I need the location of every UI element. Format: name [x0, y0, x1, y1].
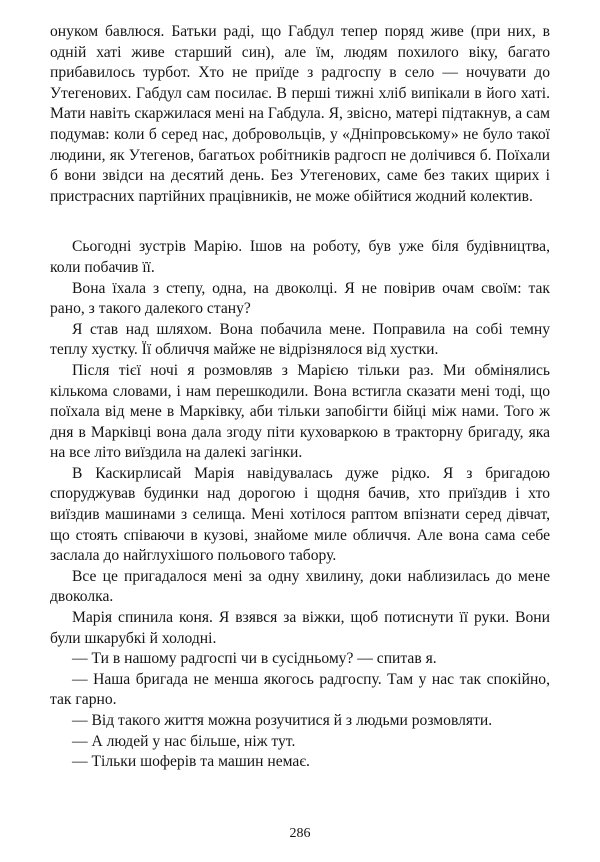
paragraph: Після тієї ночі я розмовляв з Марією тільки раз. Ми обмінялись кількома словами, і нам перешкодили. Вона встигла сказати мені тоді, що поїхала від мене в Марківку, аби тільки запобігти бійці між нами. Того ж дня в Марківці вона дала згоду піти куховаркою в тракторну бригаду, яка на все літо виїздила на далекі загінки. [50, 361, 550, 462]
dialogue-line: — Ти в нашому радгоспі чи в сусідньому? — спитав я. [72, 650, 437, 668]
section-break [50, 207, 550, 237]
dialogue-line: — Тільки шоферів та машин немає. [72, 753, 310, 771]
paragraph: Я став над шляхом. Вона побачила мене. Поправила на собі темну теплу хустку. Її обличчя майже не відрізнялося від хустки. [50, 320, 550, 359]
paragraph: Сьогодні зустрів Марію. Ішов на роботу, був уже біля будівництва, коли побачив її. [50, 238, 550, 276]
page-body [50, 22, 550, 773]
page-number: 286 [289, 826, 311, 841]
paragraph-continued: онуком бавлюся. Батьки раді, що Габдул тепер поряд живе (при них, в одній хаті живе старший син), але їм, людям похилого віку, багато прибавилось турбот. Хто не приїде з радгоспу в село — ночувати до Утегенових. Габдул сам посилає. В перші тижні хліб випікали в його хаті. Мати навіть скаржилася мені на Габдула. Я, звісно, матері підтакнув, а сам подумав: коли б серед нас, добровольців, у «Дніпровському» не було такої людини, як Утегенов, багатьох робітників радгосп не долічився б. Поїхали б вони звідси на десятий день. Без Утегенових, саме без таких щирих і пристрасних партійних працівників, не може обійтися жодний колектив. [50, 23, 550, 205]
paragraph: Марія спинила коня. Я взявся за віжки, щоб потиснути її руки. Вони були шкарубкі й холодні. [50, 609, 550, 647]
dialogue-line: — А людей у нас більше, ніж тут. [72, 732, 296, 750]
dialogue-line: — Від такого життя можна розучитися й з людьми розмовляти. [72, 712, 493, 729]
dialogue-line: — Наша бригада не менша якогось радгоспу. Там у нас так спокійно, так гарно. [50, 670, 550, 709]
paragraph: Все це пригадалося мені за одну хвилину, доки наблизилась до мене двоколка. [50, 567, 550, 606]
paragraph: В Каскирлисай Марія навідувалась дуже рідко. Я з бригадою споруджував будинки над дорогою і щодня бачив, хто приїздив і хто виїздив машинами з селища. Мені хотілося раптом впізнати серед дівчат, що стоять співаючи в кузові, знайоме миле обличчя. Але вона сама себе заслала до найглухішого польового табору. [50, 464, 550, 565]
paragraph: Вона їхала з степу, одна, на двоколці. Я не повірив очам своїм: так рано, з такого далекого стану? [50, 279, 550, 318]
